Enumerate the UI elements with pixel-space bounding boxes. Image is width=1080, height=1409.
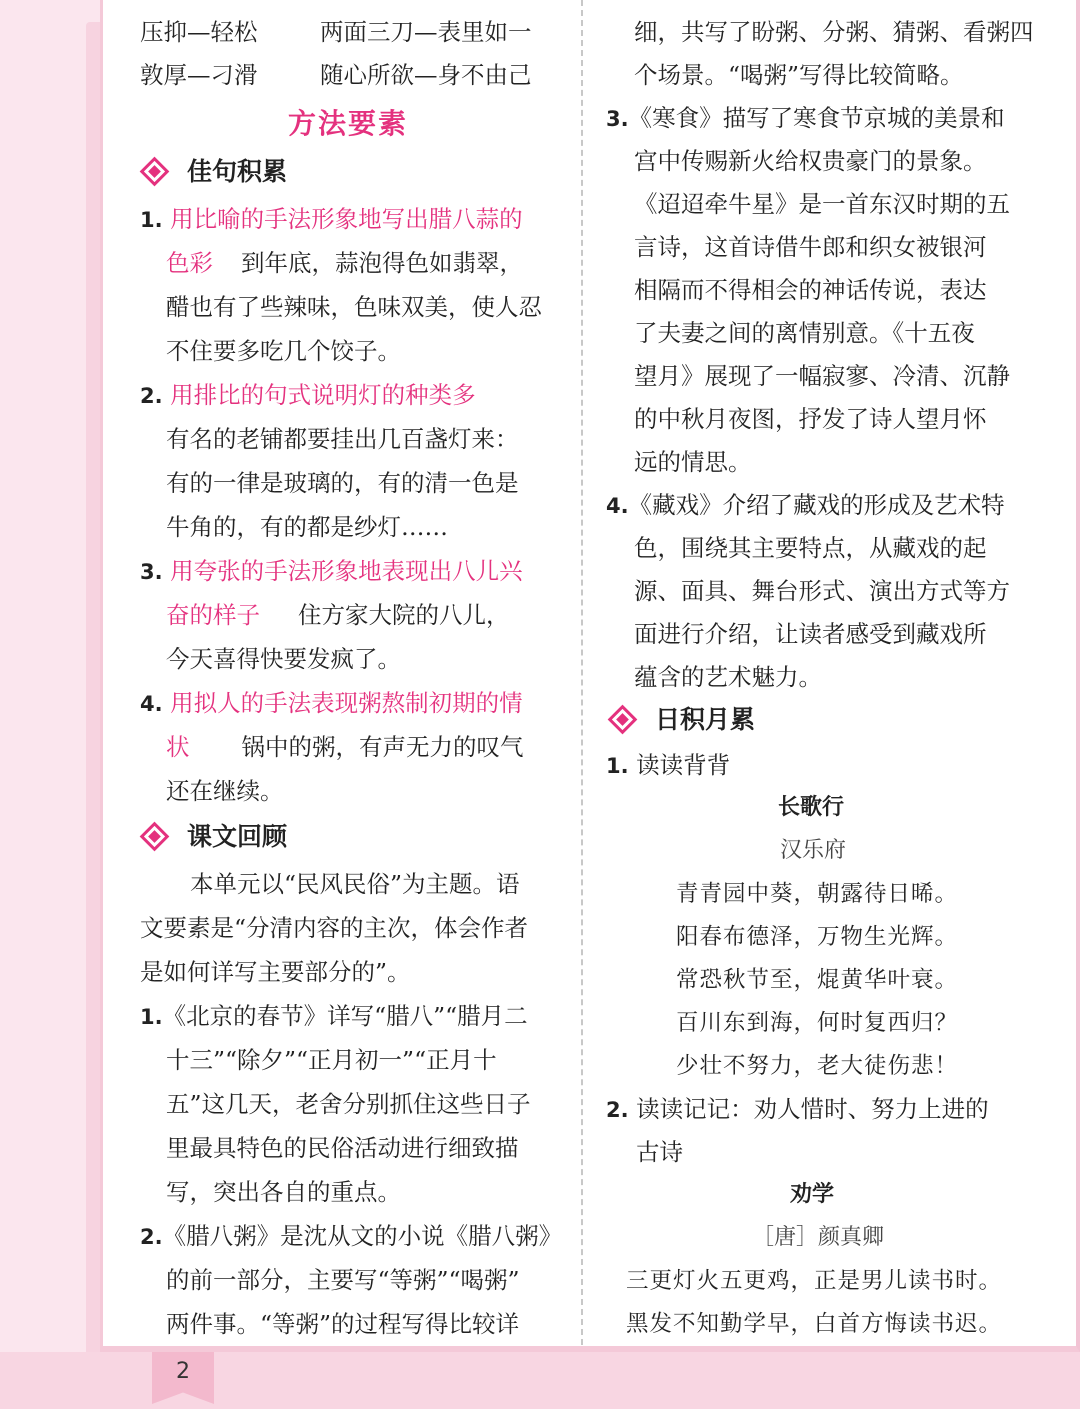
poem-2-line-1: 三更灯火五更鸡，正是男儿读书时。 <box>626 1268 1003 1294</box>
antonym-1a: 压抑—轻松 <box>140 18 258 46</box>
antonym-2b: 随心所欲—身不由己 <box>320 61 532 89</box>
kewen-intro-1: 本单元以“民风民俗”为主题。语 <box>190 870 520 898</box>
kewen-intro-2: 文要素是“分清内容的主次，体会作者 <box>140 914 529 942</box>
kewen-1-line1: 1.《北京的春节》详写“腊八”“腊月二 <box>140 1002 528 1030</box>
kewen-2-line2: 的前一部分，主要写“等粥”“喝粥” <box>166 1266 520 1294</box>
kewen-3-line8: 的中秋月夜图，抒发了诗人望月怀 <box>634 405 987 433</box>
antonym-2a: 敦厚—刁滑 <box>140 61 258 89</box>
poem-2-line-2: 黑发不知勤学早，白首方悔读书迟。 <box>626 1311 1003 1337</box>
poem-1-line-3: 常恐秋节至，焜黄华叶衰。 <box>676 967 959 993</box>
jiaju-item-3-title: 3. 用夸张的手法形象地表现出八儿兴 <box>140 557 523 585</box>
heading-jiaju: 佳句积累 <box>140 150 287 194</box>
read-1-label: 1. 读读背背 <box>606 751 731 779</box>
poem-1-line-1: 青青园中葵，朝露待日晞。 <box>676 881 959 907</box>
kewen-3-line6: 了夫妻之间的离情别意。《十五夜 <box>634 319 975 347</box>
kewen-2-cont-1: 细，共写了盼粥、分粥、猜粥、看粥四 <box>634 18 1034 46</box>
kewen-3-line3: 《迢迢牵牛星》是一首东汉时期的五 <box>634 190 1010 218</box>
heading-riji: 日积月累 <box>608 698 755 742</box>
jiaju-item-4-line3: 还在继续。 <box>166 777 284 805</box>
kewen-4-line5: 蕴含的艺术魅力。 <box>634 663 822 691</box>
section-title: 方法要素 <box>288 107 409 140</box>
kewen-1-line3: 五”这几天，老舍分别抓住这些日子 <box>166 1090 531 1118</box>
kewen-3-line9: 远的情思。 <box>634 448 752 476</box>
column-divider <box>581 0 583 1345</box>
jiaju-item-3-line3: 今天喜得快要发疯了。 <box>166 645 401 673</box>
poem-2-author: ［唐］颜真卿 <box>752 1225 885 1250</box>
read-2-label: 2. 读读记记：劝人惜时、努力上进的 <box>606 1095 989 1123</box>
jiaju-item-3-line2: 奋的样子 住方家大院的八儿， <box>166 601 510 629</box>
kewen-3-line1: 3.《寒食》描写了寒食节京城的美景和 <box>606 104 1005 132</box>
page-number: 2 <box>176 1359 190 1384</box>
kewen-intro-3: 是如何详写主要部分的”。 <box>140 958 411 986</box>
jiaju-item-1-title: 1. 用比喻的手法形象地写出腊八蒜的 <box>140 205 523 233</box>
poem-1-line-4: 百川东到海，何时复西归？ <box>676 1010 959 1036</box>
kewen-2-cont-2: 个场景。“喝粥”写得比较简略。 <box>634 61 964 89</box>
kewen-3-line4: 言诗，这首诗借牛郎和织女被银河 <box>634 233 987 261</box>
kewen-3-line2: 宫中传赐新火给权贵豪门的景象。 <box>634 147 987 175</box>
poem-1-title: 长歌行 <box>778 795 845 820</box>
poem-2-title: 劝学 <box>790 1182 835 1207</box>
kewen-4-line4: 面进行介绍，让读者感受到藏戏所 <box>634 620 987 648</box>
jiaju-item-4-title: 4. 用拟人的手法表现粥熬制初期的情 <box>140 689 523 717</box>
kewen-4-line1: 4.《藏戏》介绍了藏戏的形成及艺术特 <box>606 491 1005 519</box>
jiaju-item-1-line3: 醋也有了些辣味，色味双美，使人忍 <box>166 293 542 321</box>
poem-1-author: 汉乐府 <box>780 838 847 863</box>
kewen-4-line3: 源、面具、舞台形式、演出方式等方 <box>634 577 1010 605</box>
jiaju-item-1-line2: 色彩 到年底，蒜泡得色如翡翠， <box>166 249 523 277</box>
jiaju-item-2-line3: 有的一律是玻璃的，有的清一色是 <box>166 469 519 497</box>
kewen-3-line5: 相隔而不得相会的神话传说，表达 <box>634 276 987 304</box>
kewen-1-line5: 写，突出各自的重点。 <box>166 1178 401 1206</box>
kewen-1-line2: 十三”“除夕”“正月初一”“正月十 <box>166 1046 497 1074</box>
kewen-2-line1: 2.《腊八粥》是沈从文的小说《腊八粥》 <box>140 1222 563 1250</box>
heading-kewen: 课文回顾 <box>140 815 287 859</box>
jiaju-item-4-line2: 状 锅中的粥，有声无力的叹气 <box>166 733 524 761</box>
kewen-4-line2: 色，围绕其主要特点，从藏戏的起 <box>634 534 987 562</box>
jiaju-item-2-line4: 牛角的，有的都是纱灯…… <box>166 513 448 541</box>
diamond-bullet-icon <box>140 822 170 852</box>
jiaju-item-2-line2: 有名的老铺都要挂出几百盏灯来： <box>166 425 519 453</box>
jiaju-item-1-line4: 不住要多吃几个饺子。 <box>166 337 401 365</box>
poem-1-line-2: 阳春布德泽，万物生光辉。 <box>676 924 959 950</box>
jiaju-item-2-title: 2. 用排比的句式说明灯的种类多 <box>140 381 476 409</box>
read-2-label-cont: 古诗 <box>636 1138 683 1166</box>
antonym-1b: 两面三刀—表里如一 <box>320 18 532 46</box>
kewen-3-line7: 望月》展现了一幅寂寥、冷清、沉静 <box>634 362 1010 390</box>
diamond-bullet-icon <box>140 157 170 187</box>
diamond-bullet-icon <box>608 705 638 735</box>
kewen-1-line4: 里最具特色的民俗活动进行细致描 <box>166 1134 519 1162</box>
kewen-2-line3: 两件事。“等粥”的过程写得比较详 <box>166 1310 520 1338</box>
poem-1-line-5: 少壮不努力，老大徒伤悲！ <box>676 1053 959 1079</box>
